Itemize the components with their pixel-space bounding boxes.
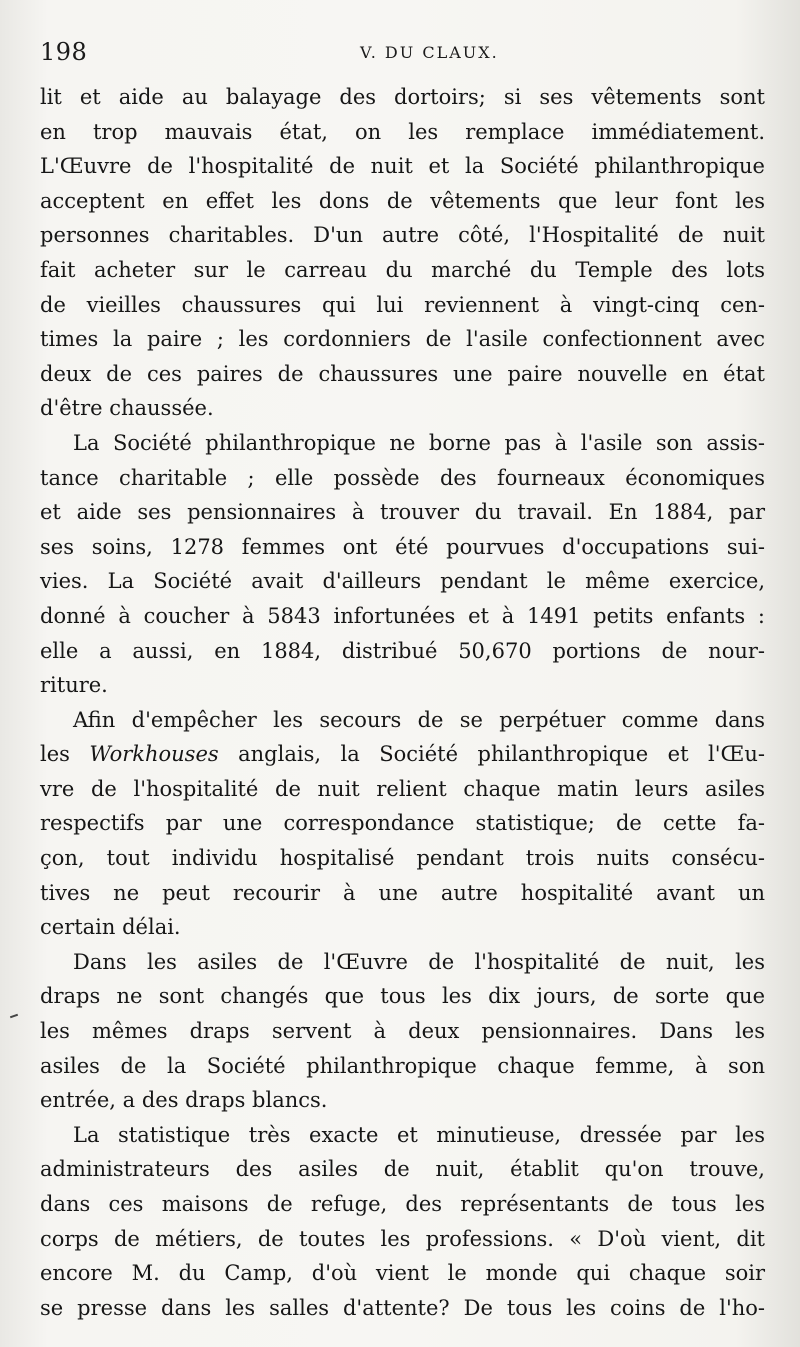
- italic-term: Workhouses: [89, 742, 219, 767]
- text-line: tance charitable ; elle possède des fourneaux économiques: [40, 465, 765, 490]
- page-header: [40, 38, 770, 72]
- text-line: times la paire ; les cordonniers de l'asile confectionnent avec: [40, 327, 765, 352]
- text-line: La Société philanthropique ne borne pas à l'asile son assis-: [73, 430, 765, 455]
- text-line: vies. La Société avait d'ailleurs pendant le même exercice,: [40, 569, 765, 594]
- page-number: 198: [40, 38, 88, 66]
- text-line: vre de l'hospitalité de nuit relient chaque matin leurs asiles: [40, 776, 765, 801]
- text-line: corps de métiers, de toutes les professions. « D'où vient, dit: [40, 1226, 765, 1251]
- text-line: Afin d'empêcher les secours de se perpétuer comme dans: [73, 707, 765, 732]
- running-head: V. DU CLAUX.: [360, 43, 499, 62]
- text-line: dans ces maisons de refuge, des représentants de tous les: [40, 1192, 765, 1216]
- margin-mark: [10, 1014, 18, 1019]
- text-line: Dans les asiles de l'Œuvre de l'hospitalité de nuit, les: [73, 949, 765, 974]
- text-line: respectifs par une correspondance statistique; de cette fa-: [40, 811, 765, 836]
- text-line: personnes charitables. D'un autre côté, l'Hospitalité de nuit: [40, 223, 765, 248]
- text-line: acceptent en effet les dons de vêtements que leur font les: [40, 188, 765, 213]
- text-line: asiles de la Société philanthropique chaque femme, à son: [40, 1053, 765, 1078]
- text-line: les mêmes draps servent à deux pensionnaires. Dans les: [40, 1019, 765, 1044]
- text-line: elle a aussi, en 1884, distribué 50,670 portions de nour-: [40, 638, 765, 663]
- text-fragment: anglais, la Société philanthropique et l'Œu-: [238, 742, 765, 767]
- text-line: et aide ses pensionnaires à trouver du travail. En 1884, par: [40, 500, 765, 525]
- text-line: administrateurs des asiles de nuit, établit qu'on trouve,: [40, 1157, 765, 1182]
- text-line: certain délai.: [40, 915, 181, 940]
- text-fragment: les: [40, 742, 70, 767]
- text-line: çon, tout individu hospitalisé pendant trois nuits consécu-: [40, 846, 765, 871]
- text-line: entrée, a des draps blancs.: [40, 1088, 328, 1113]
- text-line: de vieilles chaussures qui lui reviennent à vingt-cinq cen-: [40, 292, 765, 317]
- text-line: riture.: [40, 673, 108, 698]
- text-line: tives ne peut recourir à une autre hospitalité avant un: [40, 880, 765, 905]
- text-line: L'Œuvre de l'hospitalité de nuit et la Société philanthropique: [40, 154, 765, 179]
- text-line-with-italic: [40, 737, 765, 772]
- text-line: donné à coucher à 5843 infortunées et à 1491 petits enfants :: [40, 603, 765, 628]
- text-line: lit et aide au balayage des dortoirs; si ses vêtements sont: [40, 85, 765, 109]
- text-line: deux de ces paires de chaussures une paire nouvelle en état: [40, 361, 765, 386]
- text-line: draps ne sont changés que tous les dix jours, de sorte que: [40, 984, 765, 1009]
- text-line: La statistique très exacte et minutieuse, dressée par les: [73, 1122, 765, 1147]
- text-line: ses soins, 1278 femmes ont été pourvues d'occupations sui-: [40, 534, 765, 559]
- text-line: encore M. du Camp, d'où vient le monde qui chaque soir: [40, 1261, 765, 1286]
- text-line: en trop mauvais état, on les remplace immédiatement.: [40, 119, 765, 144]
- text-line: fait acheter sur le carreau du marché du Temple des lots: [40, 257, 765, 282]
- text-line: se presse dans les salles d'attente? De tous les coins de l'ho-: [40, 1295, 765, 1320]
- body-text: [40, 80, 770, 1325]
- text-line: d'être chaussée.: [40, 396, 214, 421]
